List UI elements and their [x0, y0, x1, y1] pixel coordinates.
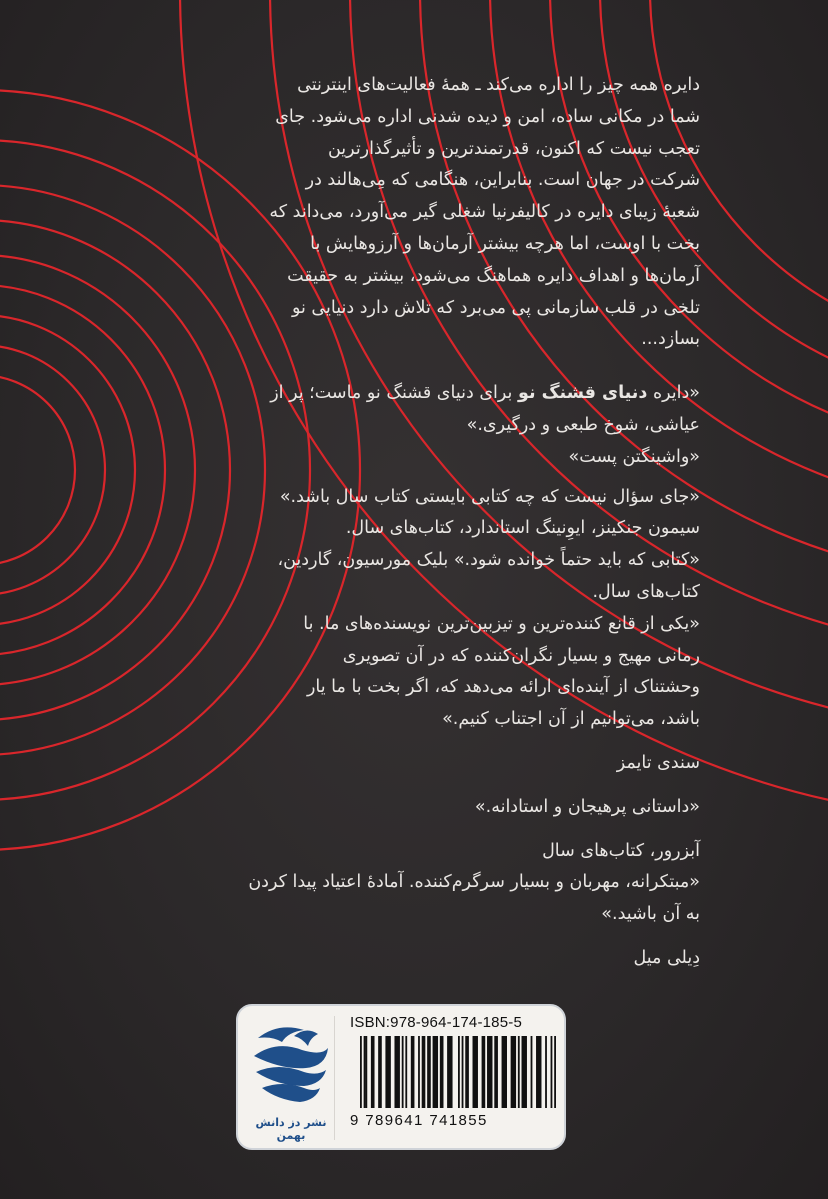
barcode-bar: [531, 1036, 533, 1108]
review-quote: [140, 378, 700, 410]
review-source: آبزرور، کتاب‌های سال: [542, 840, 700, 861]
barcode-digits: 9 789641 741855: [350, 1112, 488, 1129]
barcode-bar: [536, 1036, 541, 1108]
synopsis-line: بسازد...: [641, 329, 700, 350]
barcode-bar: [394, 1036, 399, 1108]
barcode-bar: [462, 1036, 464, 1108]
barcode-bar: [378, 1036, 382, 1108]
review-sunday-times: [140, 609, 700, 780]
synopsis-line: بخت با اوست، اما هرچه بیشتر آرمان‌ها و آرزوهایش با: [310, 233, 700, 254]
barcode-bar: [447, 1036, 452, 1108]
barcode-bar: [385, 1036, 390, 1108]
barcode-bar: [502, 1036, 507, 1108]
barcode-bar: [465, 1036, 469, 1108]
barcode-bar: [494, 1036, 498, 1108]
synopsis-line: دایره همه چیز را اداره می‌کند ـ همهٔ فعالیت‌های اینترنتی: [297, 75, 700, 95]
synopsis-line: تلخی در قلب سازمانی پی می‌برد که تلاش دارد دنیایی نو: [291, 297, 700, 318]
barcode-bar: [473, 1036, 478, 1108]
review-quote: «یکی از قانع کننده‌ترین و تیزبین‌ترین نویسنده‌های ما. با: [303, 613, 700, 634]
review-washington-post: [140, 378, 700, 473]
barcode-bar: [554, 1036, 556, 1108]
review-observer: [140, 792, 700, 868]
synopsis-line: تعجب نیست که اکنون، قدرتمندترین و تأثیرگذارترین: [327, 138, 700, 159]
left-ring-3: [0, 315, 135, 625]
synopsis: [140, 70, 700, 356]
barcode-bar: [482, 1036, 486, 1108]
review-quote: به آن باشید.»: [601, 904, 700, 925]
barcode-bar: [545, 1036, 547, 1108]
review-quote: «مبتکرانه، مهربان و بسیار سرگرم‌کننده. آمادهٔ اعتیاد پیدا کردن: [248, 872, 700, 893]
review-evening-standard: [140, 482, 700, 546]
review-quote: کتاب‌های سال.: [592, 581, 700, 602]
barcode-bar: [371, 1036, 375, 1108]
barcode-icon: [358, 1036, 558, 1108]
left-ring-1: [0, 375, 75, 565]
barcode-bar: [402, 1036, 404, 1108]
barcode-bar: [458, 1036, 460, 1108]
barcode-bar: [365, 1036, 367, 1108]
barcode-bar: [440, 1036, 444, 1108]
barcode-bar: [418, 1036, 420, 1108]
review-quote: «داستانی پرهیجان و استادانه.»: [474, 796, 700, 817]
barcode-bar: [411, 1036, 415, 1108]
back-cover-text: [140, 70, 700, 975]
review-quote: باشد، می‌توانیم از آن اجتناب کنیم.»: [442, 709, 700, 730]
review-daily-mail: [140, 867, 700, 974]
quote-open: «دایره: [647, 383, 700, 404]
review-quote: عیاشی، شوخ طبعی و درگیری.»: [466, 414, 700, 435]
barcode-bar: [487, 1036, 492, 1108]
publisher-logo: [248, 1016, 335, 1140]
barcode-bar: [522, 1036, 527, 1108]
barcode-bar: [422, 1036, 426, 1108]
review-source: سندی تایمز: [616, 752, 700, 773]
isbn-label: [236, 1004, 566, 1150]
barcode-bar: [433, 1036, 438, 1108]
review-quote: «جای سؤال نیست که چه کتابی بایستی کتاب سال باشد.»: [279, 486, 700, 507]
barcode-bar: [364, 1036, 366, 1108]
barcode-bar: [511, 1036, 516, 1108]
synopsis-line: شعبهٔ زیبای دایره در کالیفرنیا شغلی گیر می‌آورد، می‌داند که: [269, 202, 700, 223]
review-guardian: [140, 545, 700, 609]
synopsis-line: شرکت در جهان است. بنابراین، هنگامی که مِی‌هالند در: [305, 170, 700, 191]
publisher-name: نشر دز دانش بهمن: [255, 1116, 327, 1142]
review-source: «واشینگتن پست»: [568, 446, 700, 467]
review-quote: رمانی مهیج و بسیار نگران‌کننده که در آن تصویری: [342, 645, 700, 666]
barcode-bar: [360, 1036, 362, 1108]
isbn-number: ISBN:978-964-174-185-5: [350, 1014, 523, 1031]
review-quote: «کتابی که باید حتماً خوانده شود.» بلیک مورسیون، گاردین،: [277, 550, 700, 571]
barcode-bar: [518, 1036, 520, 1108]
review-source: دِیلی میل: [633, 947, 700, 968]
synopsis-line: شما در مکانی ساده، امن و دیده شدنی اداره می‌شود. جای: [275, 106, 700, 127]
barcode-bar: [551, 1036, 553, 1108]
review-source: سیمون جنکینز، ایوِنینگ استاندارد، کتاب‌های سال.: [345, 518, 700, 539]
barcode-bar: [427, 1036, 431, 1108]
review-quote: وحشتناک از آینده‌ای ارائه می‌دهد که، اگر بخت با ما یار: [306, 677, 700, 698]
quote-text: برای دنیای قشنگ نو ماست؛ پر از: [270, 383, 518, 404]
book-title-ref: دنیای قشنگ نو: [518, 383, 648, 404]
boat-wave-logo-icon: [248, 1016, 334, 1112]
barcode-bar: [405, 1036, 407, 1108]
synopsis-line: آرمان‌ها و اهداف دایره هماهنگ می‌شود، بیشتر به حقیقت: [287, 265, 700, 286]
